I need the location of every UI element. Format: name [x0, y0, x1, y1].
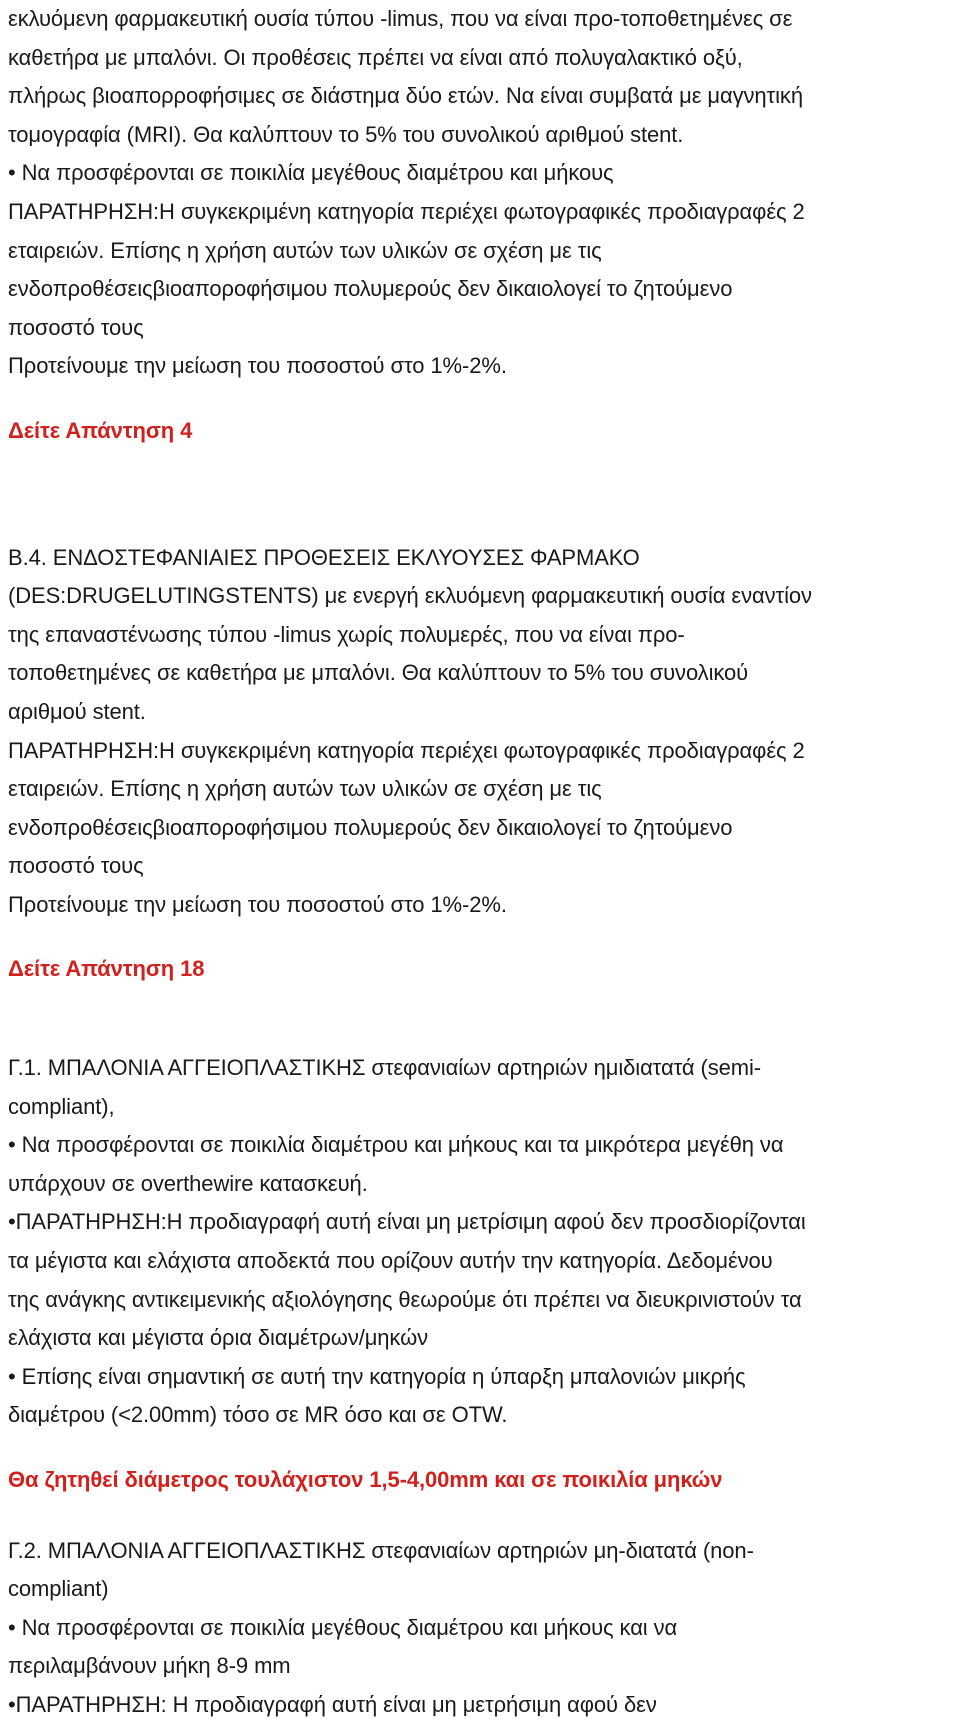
text-line: εκλυόμενη φαρμακευτική ουσία τύπου -limus, που να είναι προ-τοποθετημένες σε	[8, 6, 793, 31]
text-line: compliant),	[8, 1093, 115, 1119]
text-line: εταιρειών. Επίσης η χρήση αυτών των υλικών σε σχέση με τις	[8, 237, 602, 263]
text-line: • Να προσφέρονται σε ποικιλία μεγέθους διαμέτρου και μήκους και να	[8, 1614, 678, 1640]
text-line: ενδοπροθέσειςβιοαποροφήσιμου πολυμερούς δεν δικαιολογεί το ζητούμενο	[8, 276, 733, 302]
text-line: ΠΑΡΑΤΗΡΗΣΗ:Η συγκεκριμένη κατηγορία περιέχει φωτογραφικές προδιαγραφές 2	[8, 198, 805, 224]
response-reference: Δείτε Απάντηση 4	[8, 417, 193, 443]
section-heading: Γ.1. ΜΠΑΛΟΝΙΑ ΑΓΓΕΙΟΠΛΑΣΤΙΚΗΣ στεφανιαίων αρτηριών ημιδιατατά (semi-	[8, 1055, 761, 1081]
text-line: compliant)	[8, 1576, 109, 1602]
text-line: • Να προσφέρονται σε ποικιλία διαμέτρου και μήκους και τα μικρότερα μεγέθη να	[8, 1132, 784, 1158]
text-line: ποσοστό τους	[8, 853, 144, 879]
text-line: τοποθετημένες σε καθετήρα με μπαλόνι. Θα καλύπτουν το 5% του συνολικού	[8, 660, 749, 686]
section-heading: Γ.2. ΜΠΑΛΟΝΙΑ ΑΓΓΕΙΟΠΛΑΣΤΙΚΗΣ στεφανιαίων αρτηριών μη-διατατά (non-	[8, 1537, 754, 1563]
text-line: ενδοπροθέσειςβιοαποροφήσιμου πολυμερούς δεν δικαιολογεί το ζητούμενο	[8, 814, 733, 840]
text-line: διαμέτρου (<2.00mm) τόσο σε MR όσο και σε OTW.	[8, 1402, 508, 1428]
text-line: της επαναστένωσης τύπου -limus χωρίς πολυμερές, που να είναι προ-	[8, 621, 685, 647]
text-line: Προτείνουμε την μείωση του ποσοστού στο 1%-2%.	[8, 891, 507, 917]
text-line: τομογραφία (MRI). Θα καλύπτουν το 5% του συνολικού αριθμού stent.	[8, 121, 684, 147]
response-reference: Δείτε Απάντηση 18	[8, 956, 205, 982]
text-line: • Επίσης είναι σημαντική σε αυτή την κατηγορία η ύπαρξη μπαλονιών μικρής	[8, 1363, 746, 1389]
text-line: πλήρως βιοαπορροφήσιμες σε διάστημα δύο ετών. Να είναι συμβατά με μαγνητική	[8, 83, 803, 109]
text-line: ελάχιστα και μέγιστα όρια διαμέτρων/μηκών	[8, 1325, 429, 1351]
text-line: ποσοστό τους	[8, 314, 144, 340]
text-line: αριθμού stent.	[8, 698, 146, 724]
text-line: •ΠΑΡΑΤΗΡΗΣΗ:Η προδιαγραφή αυτή είναι μη μετρίσιμη αφού δεν προσδιορίζονται	[8, 1209, 806, 1235]
text-line: υπάρχουν σε overthewire κατασκευή.	[8, 1170, 368, 1196]
text-line: περιλαμβάνουν μήκη 8-9 mm	[8, 1653, 291, 1679]
text-line: Προτείνουμε την μείωση του ποσοστού στο 1%-2%.	[8, 353, 507, 379]
document-page	[8, 0, 958, 1725]
text-line: εταιρειών. Επίσης η χρήση αυτών των υλικών σε σχέση με τις	[8, 776, 602, 802]
text-line: ΠΑΡΑΤΗΡΗΣΗ:Η συγκεκριμένη κατηγορία περιέχει φωτογραφικές προδιαγραφές 2	[8, 737, 805, 763]
section-heading: Β.4. ΕΝΔΟΣΤΕΦΑΝΙΑΙΕΣ ΠΡΟΘΕΣΕΙΣ ΕΚΛΥΟΥΣΕΣ ΦΑΡΜΑΚΟ	[8, 544, 640, 570]
response-note: Θα ζητηθεί διάμετρος τουλάχιστον 1,5-4,00mm και σε ποικιλία μηκών	[8, 1467, 723, 1492]
text-line: (DES:DRUGELUTINGSTENTS) με ενεργή εκλυόμενη φαρμακευτική ουσία εναντίον	[8, 583, 812, 609]
text-line: • Να προσφέρονται σε ποικιλία μεγέθους διαμέτρου και μήκους	[8, 160, 614, 186]
text-line: τα μέγιστα και ελάχιστα αποδεκτά που ορίζουν αυτήν την κατηγορία. Δεδομένου	[8, 1248, 773, 1274]
text-line: της ανάγκης αντικειμενικής αξιολόγησης θεωρούμε ότι πρέπει να διευκρινιστούν τα	[8, 1286, 802, 1312]
text-line: •ΠΑΡΑΤΗΡΗΣΗ: Η προδιαγραφή αυτή είναι μη μετρήσιμη αφού δεν	[8, 1691, 657, 1717]
text-line: καθετήρα με μπαλόνι. Οι προθέσεις πρέπει να είναι από πολυγαλακτικό οξύ,	[8, 44, 743, 70]
